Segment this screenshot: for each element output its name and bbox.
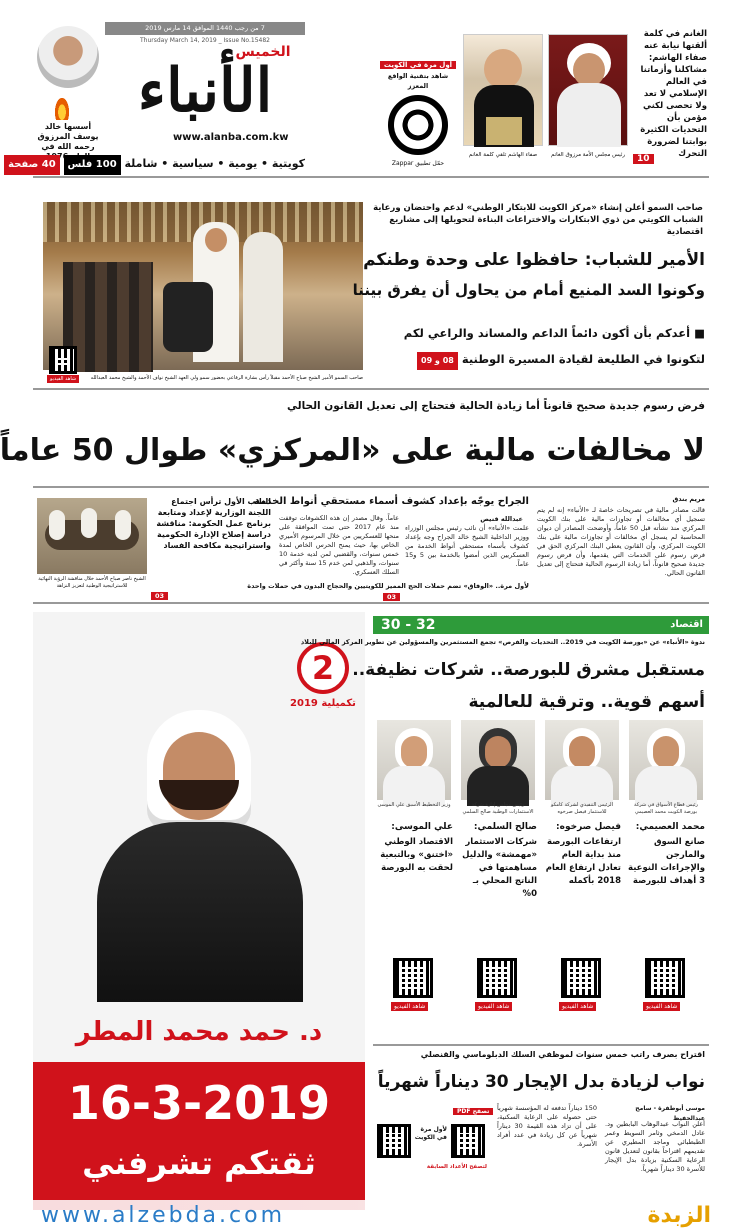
person-photo — [461, 720, 535, 800]
candidate-slogan: ثقتكم تشرفني — [82, 1144, 316, 1182]
tagline — [8, 154, 305, 174]
rent-byline: موسى أبوطفرة - سامح عبدالحفيظ — [635, 1105, 705, 1122]
person-name: محمد العصيمي: — [635, 822, 705, 832]
lead-caption: صاحب السمو الأمير الشيخ صباح الأحمد مقبلاً رأس بشارة الرفاعي بحضور سمو ولي العهد الشيخ نواف الأحمد والشيخ محمد العبدالله — [90, 375, 363, 381]
founder-text: أسسها خالد يوسف المرزوق رحمه الله في — [37, 122, 99, 151]
teaser-caption-1: رئيس مجلس الأمة مرزوق الغانم — [550, 152, 626, 158]
person-quote: شركات الاستثمار «مهمشة» والدليل مساهمتها في الناتج المحلي بـ 0% — [462, 837, 537, 899]
rent-headline: نواب لزيادة بدل الإيجار 30 ديناراً شهرياً — [377, 1072, 705, 1092]
fines-story — [0, 396, 709, 488]
rent-body-1: أعلن النواب عبدالوهاب البابطين ود. عادل الدمخي وثامر السويط وعمر الطبطبائي وماجد المطيري عن تقديمهم اقتراحاً بقانون لتعديل قانون الرعاية السكنية بزيادة بدل الإيجار للأسرة 30 ديناراً شهرياً. — [605, 1120, 705, 1173]
candidate-date-block — [33, 1062, 365, 1210]
rent-qr-code-2[interactable] — [377, 1124, 411, 1158]
lead-sub2-text: لتكونوا في الطليعة لقيادة المسيرة الوطنية — [461, 352, 705, 366]
tagline-text: كويتية • يومية • سياسية • شاملة — [124, 157, 305, 170]
lead-qr-label[interactable]: شاهد الفيديو — [47, 375, 79, 383]
commission-text: النائب الأول ترأس اجتماع اللجنة الوزارية لإعداد ومتابعة برنامج عمل الحكومة: مناقشة دراسة إصلاح الإدارة الحكومية واستراتيجية مكافحة الفساد — [156, 497, 271, 550]
footer-logo: الزبدة — [647, 1203, 711, 1228]
lead-pages-badge: 08 و 09 — [417, 352, 458, 370]
commission-photo — [37, 498, 147, 574]
rent-qr-code-1[interactable] — [451, 1124, 485, 1158]
lead-story — [33, 196, 709, 390]
person-qr-label[interactable]: شاهد الفيديو — [391, 1002, 428, 1011]
rent-download[interactable]: لتصفح الأعداد السابقة — [426, 1164, 487, 1170]
founder-photo — [37, 26, 99, 88]
commission-caption: الشيخ ناصر صباح الأحمد خلال مناقشة الرؤية النهائية للاستراتيجية الوطنية لتعزيز النزاهة — [38, 576, 146, 589]
exchange-section-bar — [373, 616, 709, 634]
person-qr-label[interactable]: شاهد الفيديو — [643, 1002, 680, 1011]
app-label: شاهد بتقنية الواقع المعزز — [387, 72, 449, 90]
lead-photo — [43, 202, 363, 370]
day-name: الخميس — [235, 44, 291, 60]
candidate-name: د. حمد محمد المطر — [75, 1017, 323, 1047]
exchange-kicker: ندوة «الأنباء» عن «بورصة الكويت في 2019.. التحديات والفرص» تجمع المستثمرين والمسؤولين عن تطوير المركز المالي للبلاد — [300, 638, 705, 646]
person-caption: الرئيس التنفيذي لشركة كامكو للاستثمار فيصل صرخوه — [551, 802, 613, 815]
rent-body-2: 150 ديناراً تدفعه له المؤسسة شهرياً حتى حصوله على الرعاية السكنية، على أن تزاد هذه القيمة 30 ديناراً شهرياً عن كل زيادة في عدد أفراد الأسرة. — [497, 1104, 597, 1148]
person-quote: صانع السوق والمارجن والإجراءات النوعية 3 أهداف للبورصة — [628, 837, 705, 886]
teaser-photo-speaker — [463, 34, 543, 146]
rent-kicker: اقتراح بصرف راتب خمس سنوات لموظفي السلك الدبلوماسي والقنصلي — [420, 1050, 705, 1059]
app-download[interactable]: حمّل تطبيق Zappar — [391, 160, 445, 167]
person-qr-code[interactable] — [645, 958, 685, 998]
rent-pdf-label[interactable]: تصفح PDF — [453, 1108, 493, 1115]
exchange-section: اقتصاد — [670, 619, 703, 630]
person-qr-label[interactable]: شاهد الفيديو — [559, 1002, 596, 1011]
lead-subhead-1 — [371, 324, 705, 342]
lead-sub1-text: أعدكم بأن أكون دائماً الداعم والمساند والراعي لكم — [403, 326, 691, 340]
masthead — [8, 22, 709, 178]
exchange-person-column — [457, 720, 539, 1030]
jarrah-body-1: علمت «الأنباء» أن نائب رئيس مجلس الوزراء ووزير الداخلية الشيخ خالد الجراح وجه بإعداد كشوف بأسماء مستحقي أنواط الخدمة من العسكريين الذين أمضوا بالخدمة بين 5 و15 عاماً. — [405, 524, 529, 568]
footer-site[interactable]: www.alzebda.com — [41, 1203, 286, 1228]
logo — [105, 52, 305, 132]
flame-icon — [53, 94, 71, 120]
teaser-page-badge: 10 — [633, 154, 654, 164]
rent-story — [373, 1044, 709, 1210]
candidate-ad — [33, 612, 365, 1210]
exchange-person-column — [625, 720, 707, 1030]
teaser-photo-ghanem — [548, 34, 628, 146]
exchange-headline-1: مستقبل مشرق للبورصة.. شركات نظيفة.. — [352, 660, 705, 680]
person-quote: الاقتصاد الوطني «اختنق» وبالتبعية لحقت به البورصة — [380, 837, 453, 873]
lead-headline-2: وكونوا السد المنيع أمام من يحاول أن يفرق بيننا — [352, 281, 705, 299]
teaser-text: الغانم في كلمة ألقتها نيابة عنه صفاء الهاشم: مشاكلنا وأزماتنا في العالم الإسلامي لا تعد ولا تحصى لكني مؤمن بأن التحديات الكثيرة بوابتنا لضرورة التحرك — [640, 29, 707, 159]
person-name: صالح السلمي: — [473, 822, 537, 832]
fines-headline: لا مخالفات مالية على «المركزي» طوال 50 عاماً — [0, 433, 705, 468]
person-qr-label[interactable]: شاهد الفيديو — [475, 1002, 512, 1011]
candidate-label: تكميلية 2019 — [290, 698, 356, 709]
rent-first-time: لأول مرة في الكويت — [414, 1126, 447, 1141]
person-quote: ارتفاعات البورصة منذ بداية العام تعادل ارتفاع العام 2018 بأكمله — [545, 837, 621, 886]
date-line: 7 من رجب 1440 الموافق 14 مارس 2019 — [145, 24, 265, 32]
person-name: فيصل صرخوه: — [556, 822, 621, 832]
person-caption: وزير التخطيط الأسبق علي الموسى — [377, 802, 451, 808]
teaser-caption-2: صفاء الهاشم تلقي كلمة الغانم — [468, 152, 538, 158]
lead-subhead-2 — [371, 350, 705, 370]
jarrah-byline: عبدالله قنيص — [480, 515, 523, 523]
price-badge: 100 فلس — [64, 155, 121, 175]
candidate-photo — [97, 702, 303, 1002]
fines-byline: مريم بندق — [672, 495, 705, 503]
fines-body: قالت مصادر مالية في تصريحات خاصة لـ «الأنباء» إنه لم يتم تسجيل أي مخالفات أو تجاوزات مالية على بنك الكويت المركزي منذ نشأته قبل 50 عاماً، وأوضحت المصادر أن ديوان المحاسبة لم يسجل أي مخالفات أو تجاوزات مالية على بنك الكويت المركزي، وأن القانون يعطي البنك المركزي الحق في فرض رسوم على الخدمات التي يقدمها، وأن فرض رسوم جديدة صحيح قانوناً، أما زيادة الرسوم الحالية فتحتاج إلى تعديل القانون الحالي. — [537, 506, 705, 577]
jarrah-note: لأول مرة.. «الوفاق» تضم حملات الحج المميز للكويتيين والحجاج البدون في حملات واحدة — [247, 582, 529, 590]
exchange-person-column — [373, 720, 455, 1030]
middle-strip — [33, 492, 709, 604]
candidate-number-badge — [297, 642, 349, 694]
lead-headline-1: الأمير للشباب: حافظوا على وحدة وطنكم — [363, 250, 705, 270]
candidate-number: 2 — [311, 649, 335, 687]
footer-watermark — [11, 1200, 731, 1232]
first-in-kuwait: أول مرة في الكويت — [380, 61, 456, 69]
exchange-headline-2: أسهم قوية.. وترقية للعالمية — [468, 692, 705, 712]
date-line-en: Thursday March 14, 2019 _ Issue No.15482 — [139, 37, 270, 44]
site-url[interactable]: www.alanba.com.kw — [173, 132, 289, 143]
zappar-logo-icon — [388, 95, 448, 155]
person-qr-code[interactable] — [477, 958, 517, 998]
exchange-pages: 30 - 32 — [381, 617, 436, 633]
zappar-block[interactable] — [378, 52, 458, 172]
person-name: علي الموسى: — [391, 822, 453, 832]
candidate-date: 16-3-2019 — [67, 1076, 331, 1130]
jarrah-headline: الجراح يوجّه بإعداد كشوف أسماء مستحقي أنواط الخدمة — [254, 496, 529, 507]
logo-text: الأنباء — [137, 56, 273, 126]
commission-page-badge: 03 — [151, 592, 168, 600]
person-caption: رئيس مجلس إدارة شركة الاستثمارات الوطنية صالح السلمي — [462, 802, 534, 815]
person-photo — [545, 720, 619, 800]
lead-kicker: صاحب السمو أعلن إنشاء «مركز الكويت للابتكار الوطني» لدعم واحتضان ورعاية الشباب الكويتي من ذوي الابتكارات والاختراعات البناءة لتحويلها إلى مشاريع اقتصادية — [373, 203, 703, 237]
person-caption: رئيس قطاع الأسواق في شركة بورصة الكويت محمد العصيمي — [634, 802, 698, 815]
square-bullet-icon: ■ — [694, 326, 705, 340]
date-bar — [105, 22, 305, 35]
person-photo — [629, 720, 703, 800]
person-photo — [377, 720, 451, 800]
fines-kicker: فرض رسوم جديدة صحيح قانوناً أما زيادة الحالية فتحتاج إلى تعديل القانون الحالي — [287, 400, 705, 412]
person-qr-code[interactable] — [561, 958, 601, 998]
pages-badge: 40 صفحة — [4, 155, 60, 175]
exchange-person-column — [541, 720, 623, 1030]
jarrah-body-2: عاماً. وقال مصدر إن هذه الكشوفات توقفت منذ عام 2017 حتى تمت الموافقة على منحها للعسكريين من خلال المرسوم الأميري الخاص بها، حيث يمنح الحرس الخاص لمدة خمس سنوات، والقضبي لمن لديه خدمة 10 سنوات، والذهبي لمن خدم 15 سنة وأكثر في السلك العسكري. — [279, 514, 400, 576]
jarrah-page-badge: 03 — [383, 593, 400, 601]
person-qr-code[interactable] — [393, 958, 433, 998]
lead-qr-code[interactable] — [49, 346, 77, 374]
candidate-name-bar — [33, 1007, 365, 1057]
